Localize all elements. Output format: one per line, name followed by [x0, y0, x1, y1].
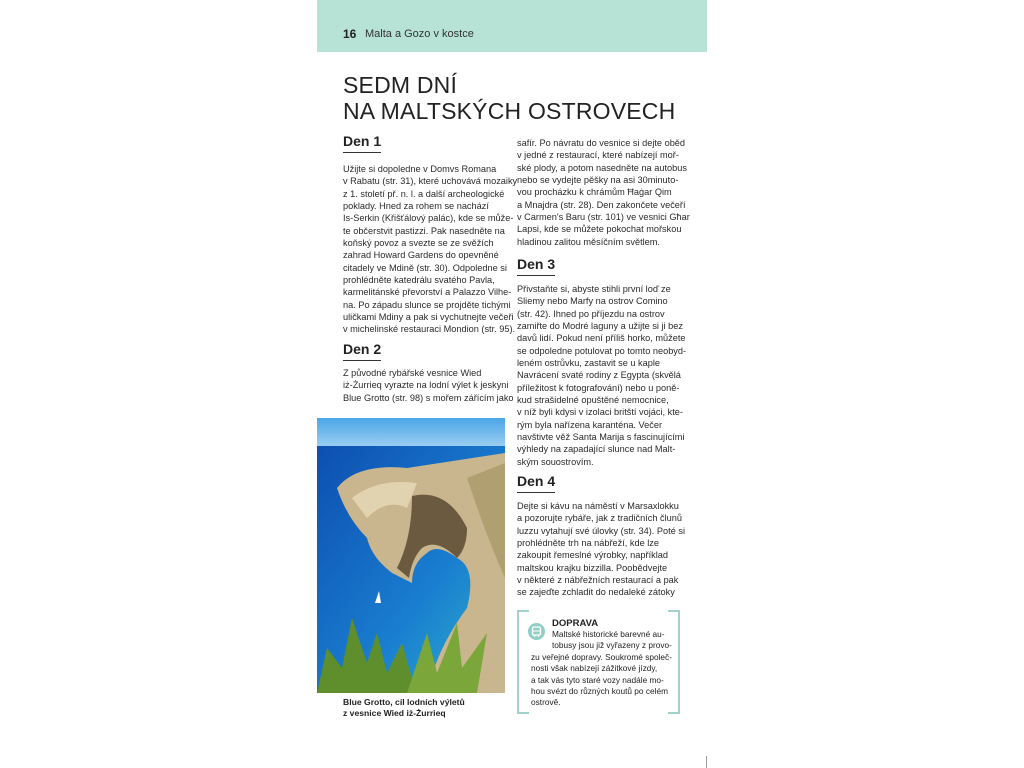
running-title: Malta a Gozo v kostce	[365, 28, 474, 40]
text-line: hou svézt do různých koutů po celém	[531, 686, 668, 697]
text-line: Dejte si kávu na náměstí v Marsaxlokku	[517, 501, 679, 511]
day-2-text-continued	[517, 137, 690, 248]
text-line: zahrad Howard Gardens do opevněné	[343, 250, 499, 261]
text-line: Is-Serkin (Křišťálový palác), kde se může-	[343, 213, 514, 224]
text-line: prohlédněte katedrálu svatého Pavla,	[343, 275, 495, 286]
text-line: a pozorujte rybáře, jak z tradičních člunů	[517, 513, 682, 524]
text-line: se odpoledne potulovat po tomto neobyd-	[517, 345, 687, 356]
text-line: Blue Grotto (str. 98) s mořem zářícím jako	[343, 392, 514, 403]
text-line: koňský povoz a svezte se ze svěžích	[343, 238, 494, 249]
blue-grotto-photo	[317, 418, 505, 693]
text-line: příležitost k fotografování) nebo u poně-	[517, 382, 680, 393]
text-line: uličkami Mdiny a pak si vychutnejte večeři	[343, 312, 514, 323]
title-line: SEDM DNÍ	[343, 72, 458, 98]
text-line: a tak vás tyto staré vozy nadále mo-	[531, 674, 664, 685]
text-line: v některé z nábřežních restaurací a pak	[517, 575, 679, 586]
text-line: Lapsi, kde se můžete pokochat mořskou	[517, 224, 682, 235]
text-line: tobusy jsou již vyřazeny z provo-	[552, 640, 672, 651]
text-line: zu veřejné dopravy. Soukromé společ-	[531, 651, 672, 662]
sidebar-text	[531, 629, 672, 709]
caption-line: Blue Grotto, cíl lodních výletů	[343, 697, 465, 707]
text-line: Navrácení svaté rodiny z Egypta (skvělá	[517, 370, 681, 381]
text-line: safír. Po návratu do vesnice si dejte oběd	[517, 138, 686, 148]
caption-line: z vesnice Wied iż-Żurrieq	[343, 708, 446, 718]
text-line: nosti však nabízejí zážitkové jízdy,	[531, 663, 658, 674]
text-line: v michelinské restauraci Mondion (str. 95).	[343, 324, 516, 335]
text-line: Z původné rybářské vesnice Wied	[343, 368, 482, 378]
text-line: ostrově.	[531, 697, 561, 708]
text-line: zamiřte do Modré laguny a užijte si ji bez	[517, 321, 683, 332]
text-line: navštivte věž Santa Marija s fascinujícími	[517, 432, 685, 443]
text-line: nebo se vydejte pěšky na asi 30minuto-	[517, 175, 679, 186]
text-line: v Carmen's Baru (str. 101) ve vesnici Għar	[517, 212, 690, 223]
text-line: ským souostrovím.	[517, 456, 594, 467]
day-2-heading: Den 2	[343, 341, 381, 361]
title-line: NA MALTSKÝCH OSTROVECH	[343, 98, 676, 124]
text-line: vou procházku k chrámům Ħaġar Qim	[517, 187, 672, 198]
page-number: 16	[343, 27, 357, 41]
text-line: hladinou zalitou měsíčním světlem.	[517, 236, 660, 247]
day-3-heading: Den 3	[517, 256, 555, 276]
text-line: Sliemy nebo Marfy na ostrov Comino	[517, 296, 668, 307]
sidebar-title: DOPRAVA	[552, 618, 599, 629]
text-line: Maltské historické barevné au-	[552, 629, 665, 639]
text-line: maltskou krajku bizzilla. Poobědvejte	[517, 562, 668, 573]
text-line: v jedné z restaurací, které nabízejí moř-	[517, 150, 679, 161]
text-line: citadely ve Mdině (str. 30). Odpoledne si	[343, 262, 507, 273]
day-1-heading: Den 1	[343, 133, 381, 153]
text-line: a Mnajdra (str. 28). Den zakončete večeří	[517, 199, 686, 210]
day-4-heading: Den 4	[517, 473, 555, 493]
text-line: luzzu vytahují své úlovky (str. 34). Poté si	[517, 525, 685, 536]
text-line: ské plody, a potom nasedněte na autobus	[517, 162, 687, 173]
text-line: Přivstaňte si, abyste stihli první loď ze	[517, 284, 671, 294]
text-line: výhledy na zapadající slunce nad Malt-	[517, 444, 676, 455]
text-line: v Rabatu (str. 31), které uchovává mozaiky	[343, 176, 518, 187]
text-line: karmelitánské převorství a Palazzo Vilhe-	[343, 287, 512, 298]
text-line: v níž byli kdysi v izolaci britští vojáci, kte-	[517, 407, 683, 418]
header-band	[317, 0, 707, 52]
page-edge-mark	[706, 756, 707, 768]
text-line: na. Po západu slunce se projděte tichými	[343, 299, 511, 310]
text-line: leném ostrůvku, zastavit se u kaple	[517, 358, 660, 369]
text-line: prohlédněte trh na nábřeží, kde lze	[517, 538, 659, 549]
text-line: poklady. Hned za rohem se nachází	[343, 201, 489, 212]
day-3-text	[517, 283, 686, 468]
text-line: rým byla nařízena karanténa. Večer	[517, 419, 663, 430]
day-1-text	[343, 163, 517, 336]
text-line: iż-Żurrieq vyrazte na lodní výlet k jeskyni	[343, 380, 509, 391]
transport-sidebar	[517, 610, 680, 714]
page-title	[343, 72, 675, 124]
text-line: Užijte si dopoledne v Domvs Romana	[343, 164, 497, 174]
text-line: davů lidí. Pokud není příliš horko, můžete	[517, 333, 686, 344]
photo-caption	[343, 697, 465, 719]
day-2-text	[343, 367, 514, 404]
text-line: (str. 42). Ihned po příjezdu na ostrov	[517, 308, 665, 319]
text-line: z 1. století př. n. l. a další archeologické	[343, 188, 505, 199]
text-line: kud strašidelné opuštěné nemocnice,	[517, 395, 669, 406]
text-line: te občerstvit pastizzi. Pak nasedněte na	[343, 225, 505, 236]
text-line: se zajeďte zchladit do nedaleké zátoky	[517, 587, 675, 598]
day-4-text	[517, 500, 685, 599]
text-line: zakoupit řemeslné výrobky, například	[517, 550, 668, 561]
